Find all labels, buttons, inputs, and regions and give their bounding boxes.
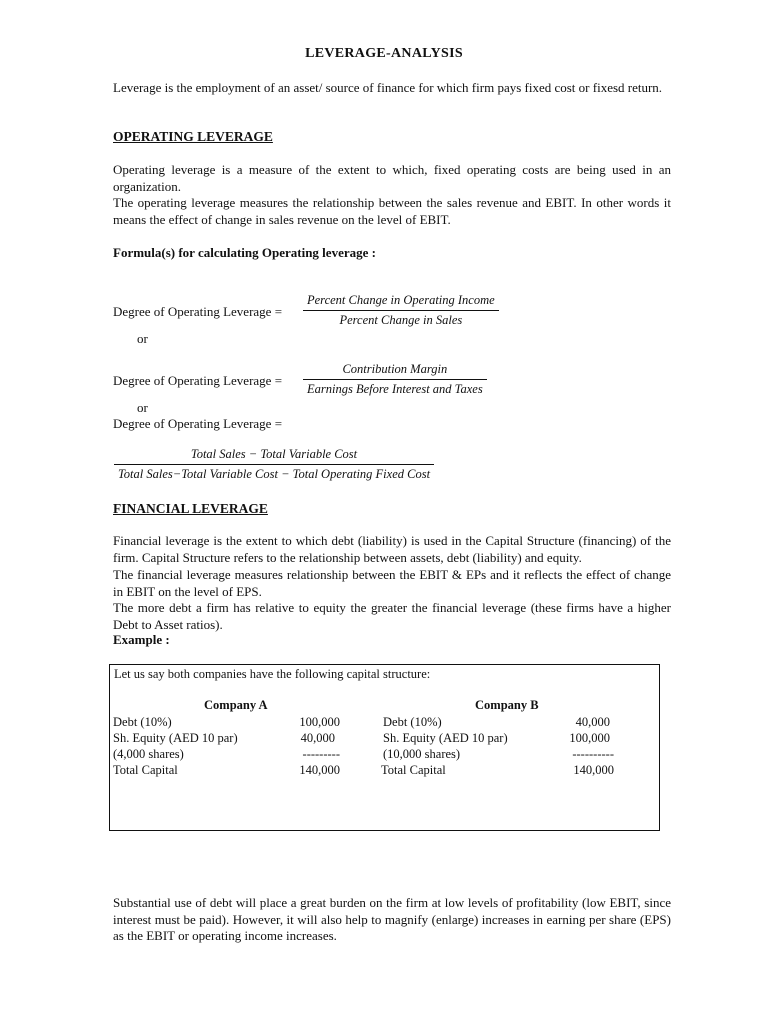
company-a-row-value: 100,000	[299, 715, 340, 729]
company-a-row-label: Total Capital	[113, 763, 178, 777]
operating-leverage-heading: OPERATING LEVERAGE	[113, 129, 273, 144]
company-a-row-label: Debt (10%)	[113, 715, 172, 729]
company-b-row-value: ----------	[572, 747, 614, 761]
financial-paragraph-1: Financial leverage is the extent to which debt (liability) is used in the Capital Structure (financing) of the firm. Capital Structure refers to the relationship between assets, debt (liability) and equity.	[113, 533, 671, 565]
or-label-1: or	[137, 331, 148, 346]
dol-label-3: Degree of Operating Leverage =	[113, 416, 283, 431]
company-b-heading: Company B	[475, 698, 539, 712]
operating-paragraph-1: Operating leverage is a measure of the extent to which, fixed operating costs are being used in an organization.	[113, 162, 671, 194]
example-label: Example :	[113, 632, 170, 647]
company-a-row-value: ---------	[302, 747, 340, 761]
formula-2-numerator: Contribution Margin	[342, 362, 448, 376]
formula-1	[303, 293, 499, 328]
intro-paragraph: Leverage is the employment of an asset/ source of finance for which firm pays fixed cost or fixesd return.	[113, 80, 663, 95]
formula-3	[114, 447, 434, 482]
financial-paragraph-3: The more debt a firm has relative to equity the greater the financial leverage (these firms have a higher Debt to Asset ratios).	[113, 600, 671, 632]
dol-label-2: Degree of Operating Leverage =	[113, 373, 283, 388]
operating-paragraph-2: The operating leverage measures the relationship between the sales revenue and EBIT. In other words it means the effect of change in sales revenue on the level of EBIT.	[113, 195, 671, 227]
formula-3-denominator: Total Sales−Total Variable Cost − Total Operating Fixed Cost	[118, 467, 431, 481]
formula-3-numerator: Total Sales − Total Variable Cost	[190, 447, 358, 461]
formula-1-denominator: Percent Change in Sales	[339, 313, 463, 327]
company-b-row-label: Total Capital	[381, 763, 446, 777]
company-a-heading: Company A	[204, 698, 268, 712]
company-a-row-value: 140,000	[299, 763, 340, 777]
capital-structure-box	[109, 664, 660, 831]
or-label-2: or	[137, 400, 148, 415]
formula-2-denominator: Earnings Before Interest and Taxes	[307, 382, 483, 396]
formula-2	[303, 362, 487, 397]
financial-leverage-heading: FINANCIAL LEVERAGE	[113, 501, 268, 516]
company-a-row-label: (4,000 shares)	[113, 747, 184, 761]
company-b-row-value: 140,000	[573, 763, 614, 777]
formula-heading: Formula(s) for calculating Operating leverage :	[113, 245, 376, 260]
company-a-row-value: 40,000	[300, 731, 335, 745]
company-b-row-value: 100,000	[569, 731, 610, 745]
company-b-row-label: (10,000 shares)	[383, 747, 461, 761]
company-a-row-label: Sh. Equity (AED 10 par)	[113, 731, 238, 745]
page-title: LEVERAGE-ANALYSIS	[305, 46, 463, 61]
formula-1-numerator: Percent Change in Operating Income	[307, 293, 495, 307]
dol-label-1: Degree of Operating Leverage =	[113, 304, 283, 319]
company-b-row-value: 40,000	[575, 715, 610, 729]
company-b-row-label: Sh. Equity (AED 10 par)	[383, 731, 508, 745]
financial-paragraph-2: The financial leverage measures relationship between the EBIT & EPs and it reflects the effect of change in EBIT on the level of EPS.	[113, 567, 671, 599]
conclusion-paragraph: Substantial use of debt will place a great burden on the firm at low levels of profitability (low EBIT, since interest must be paid). However, it will also help to magnify (enlarge) increases in earning per share (EPS) as the EBIT or operating income increases.	[113, 895, 671, 944]
box-intro: Let us say both companies have the following capital structure:	[114, 667, 431, 681]
company-b-row-label: Debt (10%)	[383, 715, 442, 729]
